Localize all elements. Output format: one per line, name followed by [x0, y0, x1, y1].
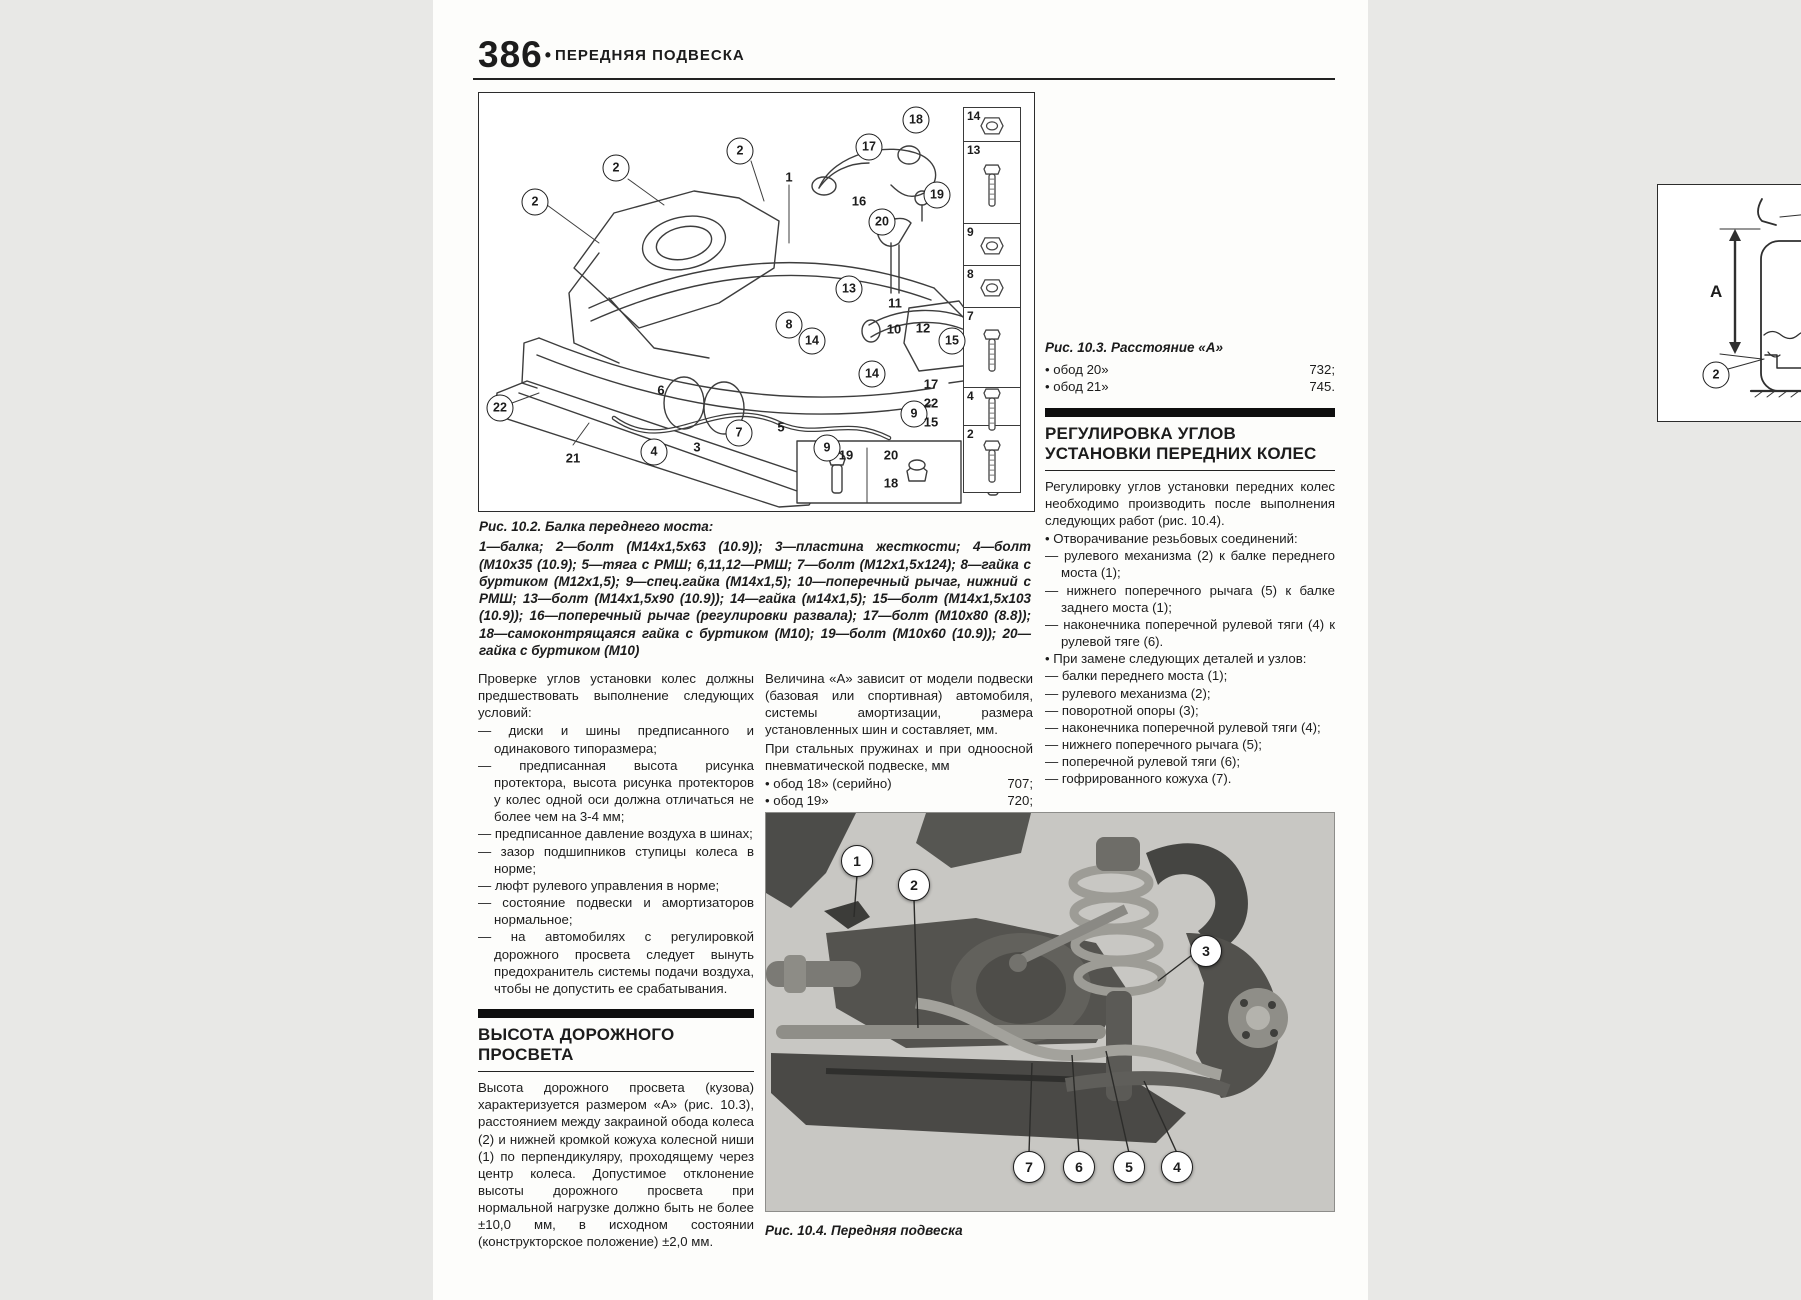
- right-text-column: [1045, 92, 1723, 787]
- fastener-number: 4: [967, 389, 974, 403]
- alignment-preconditions-intro: Проверке углов установки колес должны предшествовать выполнение следующих условий:: [478, 671, 754, 721]
- figure-callout: 1: [785, 169, 793, 185]
- value-row: [765, 775, 1033, 792]
- figure-callout: 18: [903, 107, 930, 134]
- value-number: 745.: [1309, 379, 1335, 395]
- fastener-cell: [964, 142, 1020, 224]
- figure-callout: 6: [657, 382, 665, 398]
- figure-callout: 19: [924, 182, 951, 209]
- figure-callout: 21: [565, 450, 581, 466]
- dimension-a-paragraph: Величина «А» зависит от модели подвески (базовая или спортивная) автомобиля, системы амортизации, размера установленных шин и составляет, мм.: [765, 671, 1033, 738]
- spring-suspension-note: При стальных пружинах и при одноосной пневматической подвеске, мм: [765, 740, 1033, 773]
- figure-callout: 14: [799, 328, 826, 355]
- figure-callout: 7: [726, 420, 753, 447]
- figure-callout: 14: [859, 361, 886, 388]
- chapter-title: ПЕРЕДНЯЯ ПОДВЕСКА: [555, 47, 745, 64]
- fastener-cell: [964, 108, 1020, 142]
- list-item: — люфт рулевого управления в норме;: [478, 877, 720, 893]
- dimension-a-label: A: [1710, 282, 1723, 301]
- list-item: — предписанное давление воздуха в шинах;: [478, 826, 753, 842]
- figure-callout: 22: [487, 395, 514, 422]
- figure-callout: 17: [923, 376, 939, 392]
- ride-height-section-title: ВЫСОТА ДОРОЖНОГО ПРОСВЕТА: [478, 1024, 675, 1065]
- figure-callout: 9: [901, 401, 928, 428]
- figure-callout: 7: [1013, 1151, 1045, 1183]
- nut-icon: [979, 114, 1005, 136]
- section-divider-bar: [478, 1009, 754, 1018]
- fastener-number: 2: [967, 427, 974, 441]
- wheel-alignment-list: [1045, 530, 1335, 787]
- list-item: — на автомобилях с регулировкой дорожного просвета следует вынуть предохранитель системы подачи воздуха, чтобы не допустить ее срабатывания.: [478, 929, 754, 996]
- figure-callout: 3: [1190, 935, 1222, 967]
- figure-callout: 8: [776, 312, 803, 339]
- bolt-icon: [982, 435, 1002, 487]
- value-label: • обод 20»: [1045, 362, 1109, 378]
- figure-callout: 10: [886, 321, 902, 337]
- section-divider-bar: [1045, 408, 1335, 417]
- header-bullet: •: [544, 45, 552, 65]
- figure-callout: 11: [888, 295, 902, 311]
- value-label: • обод 19»: [765, 793, 829, 809]
- list-item: — нижнего поперечного рычага (5) к балке заднего моста (1);: [1045, 582, 1335, 615]
- list-item: — балки переднего моста (1);: [1045, 668, 1228, 684]
- value-row: [1045, 361, 1335, 378]
- manual-page: [433, 0, 1723, 1300]
- figure-callout: 22: [923, 395, 939, 411]
- bolt-icon: [982, 324, 1002, 376]
- figure-callout: 20: [883, 447, 899, 463]
- figure-callout: 9: [814, 435, 841, 462]
- page-header: [478, 34, 1333, 76]
- figure-callout: 2: [898, 869, 930, 901]
- value-label: • обод 21»: [1045, 379, 1109, 395]
- fastener-cell: [964, 224, 1020, 266]
- list-item: — рулевого механизма (2);: [1045, 685, 1211, 701]
- list-item: • При замене следующих деталей и узлов:: [1045, 651, 1307, 667]
- figure-callout: 6: [1063, 1151, 1095, 1183]
- list-item: — состояние подвески и амортизаторов нормальное;: [478, 895, 754, 928]
- list-item: — гофрированного кожуха (7).: [1045, 771, 1232, 787]
- fastener-number: 9: [967, 225, 974, 239]
- figure-callout: 4: [1161, 1151, 1193, 1183]
- figure-callout: 19: [838, 447, 854, 463]
- value-row: [1045, 378, 1335, 395]
- figure-callout: 5: [777, 419, 785, 435]
- figure-callout: 2: [1703, 362, 1730, 389]
- rim-value-rows: [765, 775, 1033, 809]
- list-item: — рулевого механизма (2) к балке переднего моста (1);: [1045, 548, 1335, 581]
- page-number: 386: [478, 34, 543, 75]
- nut-icon: [979, 276, 1005, 298]
- figure-callout: 12: [915, 320, 931, 336]
- list-item: — предписанная высота рисунка протектора, высота рисунка протекторов у колес одной оси должна отличаться не более чем на 3-4 мм;: [478, 757, 754, 825]
- fastener-number: 7: [967, 309, 974, 323]
- fastener-cell: [964, 388, 1020, 426]
- fastener-number: 13: [967, 143, 981, 157]
- fastener-cell: [964, 308, 1020, 388]
- figure-callout: 2: [603, 155, 630, 182]
- fastener-cell: [964, 426, 1020, 492]
- list-item: — поворотной опоры (3);: [1045, 702, 1199, 718]
- wheel-alignment-intro: Регулировку углов установки передних колес необходимо производить после выполнения следующих работ (рис. 10.4).: [1045, 478, 1335, 528]
- figure-callout: 13: [836, 276, 863, 303]
- clearance-value-rows: [1045, 361, 1335, 395]
- header-rule: [473, 78, 1335, 80]
- list-item: — нижнего поперечного рычага (5);: [1045, 737, 1262, 753]
- figure-10-4-caption: Рис. 10.4. Передняя подвеска: [765, 1223, 963, 1238]
- figure-callout: 18: [883, 475, 899, 491]
- figure-10-2-caption-title: Рис. 10.2. Балка переднего моста:: [479, 519, 714, 534]
- value-number: 720;: [1007, 793, 1033, 809]
- figure-10-2-parts-list: 1—балка; 2—болт (М14х1,5х63 (10.9)); 3—пластина жесткости; 4—болт (М10х35 (10.9); 5—тяга с РМШ; 6,11,12—РМШ; 7—болт (М12х1,5х124); 8—гайка с буртиком (М12х1,5); 9—спец.гайка (М14х1,5); 10—поперечный рычаг, нижний с РМШ; 13—болт (М14х1,5х90 (10.9)); 14—гайка (м14х1,5); 15—болт (М14х1,5х103 (10.9)); 16—поперечный рычаг (регулировки развала); 17—болт (М10х80 (8.8)); 18—самоконтрящаяся гайка с буртиком (М10); 19—болт (М10х60 (10.9)); 20—гайка с буртиком (М10): [479, 539, 1031, 658]
- section-title-rule: [478, 1071, 754, 1072]
- list-item: • Отворачивание резьбовых соединений:: [1045, 531, 1298, 547]
- figure-10-2-caption: [479, 518, 1031, 659]
- value-number: 707;: [1007, 775, 1033, 791]
- nut-icon: [979, 234, 1005, 256]
- middle-text-column: [765, 670, 1033, 809]
- figure-callout: 15: [939, 328, 966, 355]
- figure-callout: 2: [522, 189, 549, 216]
- list-item: — поперечной рулевой тяги (6);: [1045, 754, 1241, 770]
- value-row: [765, 792, 1033, 809]
- list-item: — наконечника поперечной рулевой тяги (4);: [1045, 719, 1321, 735]
- figure-callout: 3: [693, 439, 701, 455]
- figure-callout: 20: [869, 209, 896, 236]
- figure-callout: 16: [851, 193, 867, 209]
- figure-callout: 4: [641, 439, 668, 466]
- tire-clearance-line-art: [1658, 185, 1801, 420]
- left-text-column: [478, 670, 754, 1252]
- figure-10-4-front-suspension-photo: [765, 812, 1335, 1212]
- section-title-rule: [1045, 470, 1335, 471]
- alignment-preconditions-list: [478, 722, 754, 997]
- figure-callout: 17: [856, 134, 883, 161]
- figure-callout: 2: [727, 138, 754, 165]
- figure-10-2-axle-beam-diagram: [478, 92, 1035, 512]
- fastener-number: 8: [967, 267, 974, 281]
- fastener-cell: [964, 266, 1020, 308]
- value-number: 732;: [1309, 362, 1335, 378]
- axle-beam-line-art-illustration: [479, 93, 1034, 511]
- list-item: — диски и шины предписанного и одинакового типоразмера;: [478, 723, 754, 756]
- figure-callout: 1: [841, 845, 873, 877]
- ride-height-body: Высота дорожного просвета (кузова) характеризуется размером «А» (рис. 10.3), расстоянием между закраиной обода колеса (2) и нижней кромкой кожуха колесной ниши (1) по перпендикуляру, проходящему через центр колеса. Допустимое отклонение высоты дорожного просвета при нормальной нагрузке должно быть не более ±10,0 мм, в исходном состоянии (конструкторское положение) ±2,0 мм.: [478, 1080, 754, 1250]
- fastener-parts-strip: [963, 107, 1021, 493]
- bolt-icon: [982, 159, 1002, 211]
- list-item: — зазор подшипников ступицы колеса в норме;: [478, 843, 754, 876]
- figure-callout: 15: [923, 414, 939, 430]
- figure-10-3-clearance-diagram: [1657, 184, 1801, 422]
- fastener-number: 14: [967, 109, 981, 123]
- list-item: — наконечника поперечной рулевой тяги (4) к рулевой тяге (6).: [1045, 616, 1335, 650]
- value-label: • обод 18» (серийно): [765, 775, 892, 791]
- wheel-alignment-section-title: РЕГУЛИРОВКА УГЛОВ УСТАНОВКИ ПЕРЕДНИХ КОЛЕС: [1045, 423, 1317, 463]
- figure-10-3-caption: Рис. 10.3. Расстояние «А»: [1045, 340, 1224, 355]
- figure-callout: 5: [1113, 1151, 1145, 1183]
